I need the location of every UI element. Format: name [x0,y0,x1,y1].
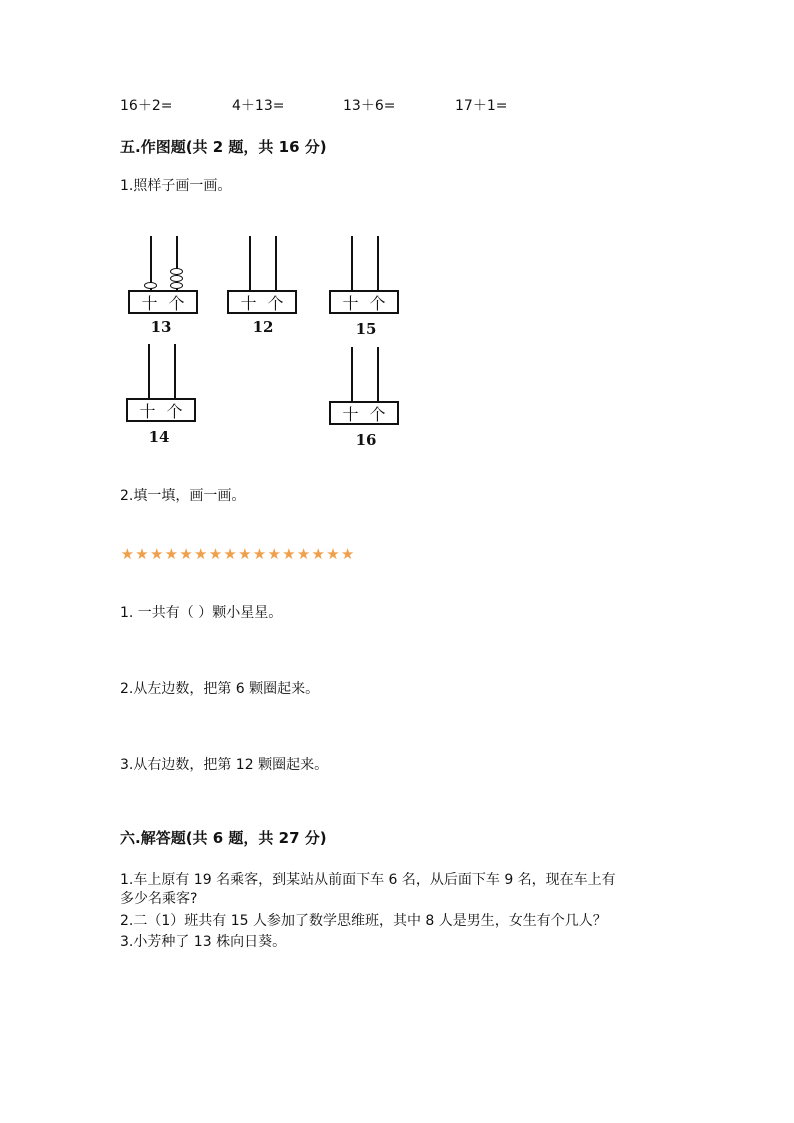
star-icon: ★ [238,545,252,563]
abacus-label-box [126,398,196,422]
star-icon: ★ [267,545,281,563]
abacus-number: 14 [148,428,170,446]
abacus [329,236,403,338]
star-icon: ★ [296,545,311,563]
arith-item: 4＋13= [232,98,285,114]
tens-rod [351,236,353,290]
sub-question: 2.从左边数，把第 6 颗圈起来。 [120,681,320,697]
star-icon: ★ [135,545,149,563]
tens-label: 十 [342,293,359,313]
star-icon: ★ [179,545,193,563]
star-icon: ★ [340,545,355,563]
abacus-label-box [329,290,399,314]
section-title: 五.作图题(共 2 题，共 16 分) [120,138,327,156]
abacus [227,236,301,336]
abacus-number: 13 [150,318,172,336]
question-text: 1.照样子画一画。 [120,178,232,194]
ones-rod [275,236,277,290]
sub-question: 3.从右边数，把第 12 颗圈起来。 [120,757,329,773]
star-icon: ★ [282,545,296,563]
question-text: 3.小芳种了 13 株向日葵。 [120,934,287,950]
ones-label: 个 [369,293,386,313]
ones-label: 个 [166,401,183,421]
arith-item: 13＋6= [343,98,396,114]
star-icon: ★ [120,545,135,563]
ones-label: 个 [369,404,386,424]
ones-rod [377,347,379,401]
ones-bead [170,275,183,282]
tens-label: 十 [139,401,156,421]
star-icon: ★ [164,545,179,563]
star-icon: ★ [149,545,164,563]
tens-rod [249,236,251,290]
ones-label: 个 [267,293,284,313]
abacus-label-box [329,401,399,425]
star-icon: ★ [326,545,340,563]
abacus-number: 15 [355,320,377,338]
ones-rod [377,236,379,290]
tens-label: 十 [240,293,257,313]
star-icon: ★ [223,545,237,563]
star-icon: ★ [208,545,223,563]
abacus-number: 12 [252,318,274,336]
section-title: 六.解答题(共 6 题，共 27 分) [120,829,327,847]
tens-bead [144,282,157,289]
question-text: 2.填一填，画一画。 [120,488,246,504]
abacus-number: 16 [355,431,377,449]
abacus-label-box [128,290,198,314]
question-text: 1.车上原有 19 名乘客，到某站从前面下车 6 名，从后面下车 9 名，现在车上有 [120,872,616,888]
question-text: 2.二（1）班共有 15 人参加了数学思维班，其中 8 人是男生，女生有个几人？ [120,913,607,929]
tens-rod [351,347,353,401]
abacus [329,347,403,449]
ones-label: 个 [168,293,185,313]
star-icon: ★ [194,545,208,563]
star-row [120,546,355,564]
ones-bead [170,268,183,275]
arith-item: 16＋2= [120,98,173,114]
question-text: 多少名乘客? [120,891,198,907]
sub-question: 1. 一共有（ ）颗小星星。 [120,605,283,621]
abacus-label-box [227,290,297,314]
arith-item: 17＋1= [455,98,508,114]
tens-rod [148,344,150,398]
star-icon: ★ [311,545,325,563]
ones-rod [174,344,176,398]
abacus [128,236,202,336]
star-icon: ★ [252,545,267,563]
abacus [126,344,200,446]
tens-label: 十 [342,404,359,424]
tens-label: 十 [141,293,158,313]
ones-bead [170,282,183,289]
